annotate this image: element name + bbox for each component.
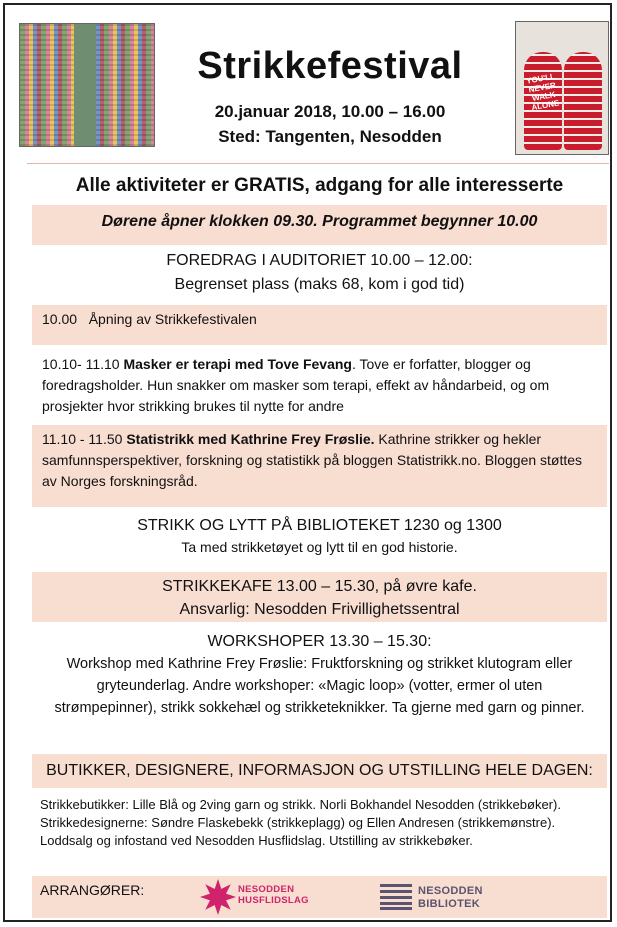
doors-line: Dørene åpner klokken 09.30. Programmet begynner 10.00 [32,205,607,245]
poster [3,3,612,922]
divider [27,163,609,164]
husflidslag-line1: NESODDEN [238,884,295,895]
program-title: Statistrikk med Kathrine Frey Frøslie. [126,431,375,447]
kafe-subline: Ansvarlig: Nesodden Frivillighetssentral [179,601,460,618]
workshop-section [32,631,607,747]
foredrag-subline: Begrenset plass (maks 68, kom i god tid) [174,276,465,293]
program-title: Masker er terapi med Tove Fevang [123,356,352,372]
strikk-heading: STRIKK OG LYTT PÅ BIBLIOTEKET 1230 og 1300 [137,517,502,534]
husflidslag-logo [198,877,318,917]
red-mittens-photo [515,21,609,155]
workshop-heading: WORKSHOPER 13.30 – 15.30: [207,633,432,650]
program-item [32,425,607,507]
husflidslag-line2: HUSFLIDSLAG [238,895,309,906]
free-admission-line: Alle aktiviteter er GRATIS, adgang for alle interesserte [75,175,564,196]
foredrag-heading: FOREDRAG I AUDITORIET 10.00 – 12.00: [166,252,473,269]
strikk-og-lytt-section [32,515,607,565]
program-item [32,350,607,420]
program-text: Åpning av Strikkefestivalen [88,311,257,327]
bookshelf-icon [380,884,412,910]
strikk-subline: Ta med strikketøyet og lytt til en god historie. [181,539,458,555]
program-text: Kathrine strikker og hekler samfunnsperspektiver, forskning og statistikk på bloggen Statistrikk.no. Bloggen støttes av Norges forskningsråd. [42,431,583,489]
venue-line: Sted: Tangenten, Nesodden [218,127,442,146]
kafe-heading: STRIKKEKAFE 13.00 – 15.30, på øvre kafe. [162,578,477,595]
butikker-heading: BUTIKKER, DESIGNERE, INFORMASJON OG UTSTILLING HELE DAGEN: [32,754,607,788]
strikkekafe-section [32,572,607,622]
program-time: 10.10- 11.10 [42,356,120,372]
program-text: . Tove er forfatter, blogger og foredragsholder. Hun snakker om masker som terapi, effekt av håndarbeid, og om prosjekter hvor strikking brukes til nytte for andre [42,356,550,414]
program-time: 10.00 [42,311,78,327]
organizers-bar [32,876,607,918]
organizers-label: ARRANGØRER: [40,882,145,898]
star-icon [198,877,238,917]
date-line: 20.januar 2018, 10.00 – 16.00 [214,102,446,121]
knitted-mittens-photo [19,23,155,147]
workshop-text: Workshop med Kathrine Frey Frøslie: Fruktforskning og strikket klutogram eller gryteunderlag. Andre workshoper: «Magic loop» (votter, ermer ol uten strømpepinner), strikk sokkehæl og strikketeknikker. Ta gjerne med garn og pinner. [54,656,585,716]
bibliotek-line2: BIBLIOTEK [418,898,480,910]
program-item [32,305,607,345]
mitten-text: YOU'LL NEVER WALK ALONE [525,71,560,113]
foredrag-section [32,249,607,301]
bibliotek-line1: NESODDEN [418,885,483,897]
bibliotek-logo [380,881,510,913]
butikker-text: Strikkebutikker: Lille Blå og 2ving garn og strikk. Norli Bokhandel Nesodden (strikkebøker). Strikkedesignerne: Søndre Flaskebekk (strikkeplagg) og Ellen Andresen (strikkemønstre). Loddsalg og infostand ved Nesodden Husflidslag. Utstilling av strikkebøker. [40,797,561,848]
program-time: 11.10 - 11.50 [42,431,123,447]
poster-title: Strikkefestival [197,45,463,87]
